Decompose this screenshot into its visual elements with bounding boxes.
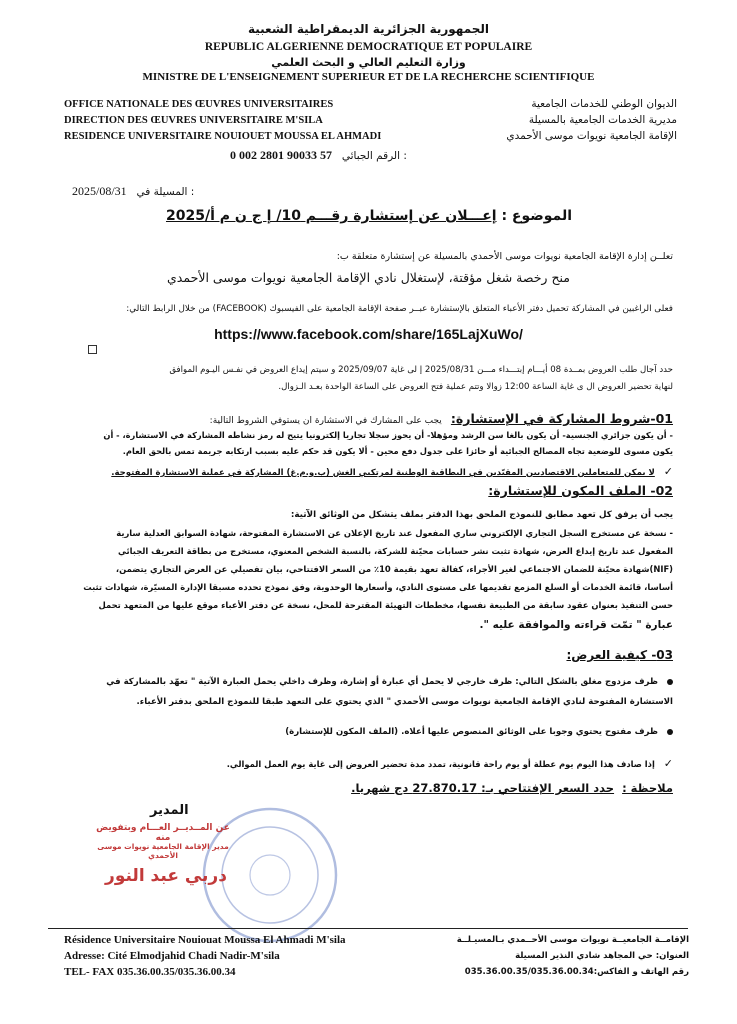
footer-fr-line3: TEL- FAX 035.36.00.35/035.36.00.34 xyxy=(64,966,236,978)
section1-line1: - أن يكون جزائري الجنسية- أن يكون بالغا سن الرشد ومؤهلا- أن يحوز سجلا تجاريا إلكترونيا يتيح له رمز نشاطه المشاركة في الاستشارة، - أن xyxy=(103,430,673,440)
footer-ar-line2: العنوان: حي المجاهد شادي النذير المسيلة xyxy=(515,951,689,961)
note-label: ملاحظة : xyxy=(622,781,673,795)
header-ar-republic: الجمهورية الجزائرية الديمقراطية الشعبية xyxy=(247,22,490,36)
bullet-icon xyxy=(667,679,673,685)
facebook-link[interactable]: https://www.facebook.com/share/165LajXuWo/ xyxy=(214,326,523,342)
section3-check-text: إذا صادف هذا اليوم يوم عطلة أو يوم راحة قانونية، تمدد مدة تحضير العروض إلى غاية يوم العمل الموالي. xyxy=(226,759,655,769)
intro-text: تعلــن إدارة الإقامة الجامعية نويوات موسى الأحمدي بالمسيلة عن إستشارة متعلقة ب: xyxy=(336,251,673,262)
footer-ar-line3: رقم الهاتف و الفاكس:035.36.00.35/035.36.00.34 xyxy=(464,967,689,977)
facebook-instruction: فعلى الراغبين في المشاركة تحميل دفتر الأعباء المتعلق بالإستشارة عبــر صفحة الإقامة الجامعية على الفيسبوك (FACEBOOK) من خلال الرابط التالي: xyxy=(126,304,673,314)
footer-fr-line2: Adresse: Cité Elmodjahid Chadi Nadir-M'sila xyxy=(64,950,280,962)
fiscal-number-row xyxy=(230,148,530,163)
signature-title: المدير xyxy=(150,803,189,818)
date-row xyxy=(72,184,194,199)
footer-fr-line1: Résidence Universitaire Nouiouat Moussa El Ahmadi M'sila xyxy=(64,934,346,946)
section1-heading: 01-شروط المشاركة في الإستشارة: xyxy=(450,411,673,426)
consult-title: منح رخصة شغل مؤقتة، لإستغلال نادي الإقامة الجامعية نويوات موسى الأحمدي xyxy=(167,270,570,285)
footer-divider xyxy=(48,928,688,929)
fiscal-number: 0 002 2801 90033 57 xyxy=(230,148,332,162)
section3-bullet1-b: الاستشارة المفتوحة لنادي الإقامة الجامعية نويوات موسى الأحمدي " الذي يحتوي على التعهد طبقا للنموذج الملحق بدفتر الأعباء. xyxy=(136,697,673,707)
right-block-line1: الديوان الوطني للخدمات الجامعية xyxy=(531,98,677,110)
check-icon: ✓ xyxy=(663,465,673,478)
section2-line4: أساسا، قائمة الخدمات أو السلع المزمع تقديمها على مستوى النادي، وأسعارها الوحدوية، وفق نموذج تحدده مسبقا الإدارة المسيّرة، شهادات تثبت xyxy=(83,582,673,592)
note-text: حدد السعر الإفتتاحي بـ: 27.870.17 دج شهريا. xyxy=(351,781,615,795)
signature-line1: عن المــديــر العـــام وبتفويض منه xyxy=(96,823,230,843)
section2-intro: يجب أن يرفق كل تعهد مطابق للنموذج الملحق بهذا الدفتر بملف يتشكل من الوثائق الآتية: xyxy=(290,510,673,520)
subject-title: إعـــلان عن إستشارة رقـــم 10/ إ ج ن م أ/2025 xyxy=(165,208,497,224)
section2-line5: حسن التنفيذ بعنوان عقود سابقة من الطبيعة نفسها، مخططات التهيئة المقترحة للمحل، نسخة عن دفتر الأعباء موقع عليها من المتعهد تحمل xyxy=(98,600,673,610)
section1-check-row xyxy=(43,465,673,478)
section1-check-text: لا يمكن للمتعاملين الاقتصاديين المقيّدين في البطاقية الوطنية لمرتكبي الغش (ب.و.م.غ) المشاركة في عملية الاستشارة المفتوحة. xyxy=(111,468,655,478)
date-value: 2025/08/31 xyxy=(72,184,127,198)
subject-row xyxy=(150,208,588,224)
section2-last-line: عبارة " تمّت قراءته والموافقة عليه ". xyxy=(479,619,673,631)
section3-bullet2-row xyxy=(33,727,673,737)
signature-name: دربي عبد النور xyxy=(105,866,227,886)
section1-line2: يكون مسوى للوضعية تجاه المصالح الجبائية أو حائزا على جدول دفع محين - ألا يكون قد حكم عليه بسبب ارتكابه جريمة تمس بالحق العام. xyxy=(122,446,673,456)
section3-bullet1-a: ظرف مزدوج مغلق بالشكل التالي: ظرف خارجي لا يحمل أي عبارة أو إشارة، وظرف داخلي يحمل العبارة الآتية " تعهّد بالمشاركة في xyxy=(106,677,658,687)
right-block-line3: الإقامة الجامعية نويوات موسى الأحمدي xyxy=(506,130,677,142)
deadline-line2: لنهاية تحضير العروض ال ى غاية الساعة 12:00 زوالا وتتم عملية فتح العروض على الساعة الواحدة بعـد الـزوال. xyxy=(278,382,673,392)
subject-label: الموضوع : xyxy=(501,208,572,224)
section3-bullet1-a-row xyxy=(33,677,673,687)
check-icon: ✓ xyxy=(663,757,673,770)
note-row xyxy=(351,781,673,795)
signature-line2: مدير الإقامة الجامعية نويوات موسى الأحمدي xyxy=(97,842,229,860)
right-block-line2: مديرية الخدمات الجامعية بالمسيلة xyxy=(528,114,677,126)
section2-line2: المفعول عند تاريخ إيداع العرض، شهادة تثبت نشر حسابات محيّنة للشركة، بالنسبة الشخص المعنوي، مستخرج من بطاقة التعريف الجبائي xyxy=(118,546,673,556)
left-block-line2: DIRECTION DES ŒUVRES UNIVERSITAIRE M'SILA xyxy=(64,115,323,126)
checkbox-square-icon xyxy=(88,345,97,354)
left-block-line3: RESIDENCE UNIVERSITAIRE NOUIOUET MOUSSA EL AHMADI xyxy=(64,131,382,142)
header-fr-republic: REPUBLIC ALGERIENNE DEMOCRATIQUE ET POPULAIRE xyxy=(204,41,533,53)
bullet-icon xyxy=(667,729,673,735)
header-fr-ministry: MINISTRE DE L'ENSEIGNEMENT SUPERIEUR ET DE LA RECHERCHE SCIENTIFIQUE xyxy=(142,71,595,83)
section2-heading: 02- الملف المكون للإستشارة: xyxy=(488,483,673,498)
footer-ar-line1: الإقامــة الجامعيــة نويوات موسى الأحــمدي بـالمسيـلــة xyxy=(456,935,689,945)
section3-bullet2: ظرف مفتوح يحتوي وجوبا على الوثائق المنصوص عليها أعلاه. (الملف المكون للإستشارة) xyxy=(285,727,658,737)
section2-line3: (NIF)شهادة محيّنة للضمان الاجتماعي لغير الأجراء، كفالة تعهد بقيمة 10٪ من السعر الافتتاحي، بيان تفصيلي عن العرض التجاري يتضمن، xyxy=(115,564,673,574)
section3-check-row xyxy=(43,757,673,770)
section2-line1: - نسخة عن مستخرج السجل التجاري الإلكتروني ساري المفعول عند تاريخ الإعلان عن الاستشارة المفتوحة، شهادة السوابق العدلية سارية xyxy=(116,528,673,538)
date-label: المسيلة في : xyxy=(136,186,195,198)
section3-heading-row xyxy=(566,648,673,662)
fiscal-label: الرقم الجبائي : xyxy=(341,150,407,162)
section3-heading: 03- كيفية العرض: xyxy=(566,648,673,662)
section1-heading-row xyxy=(33,408,673,427)
left-block-line1: OFFICE NATIONALE DES ŒUVRES UNIVERSITAIRES xyxy=(64,99,334,110)
section1-heading-tail: يجب على المشارك في الاستشارة ان يستوفي الشروط التالية: xyxy=(209,416,442,426)
header-ar-ministry: وزارة التعليم العالي و البحث العلمي xyxy=(271,56,466,69)
deadline-line1: حدد آجال طلب العروض بمــدة 08 أيـــام إبتـــداء مـــن 2025/08/31 إ لى غاية 2025/09/07 و سيتم إيداع العروض في نفـس اليـوم الموافق xyxy=(169,365,673,375)
